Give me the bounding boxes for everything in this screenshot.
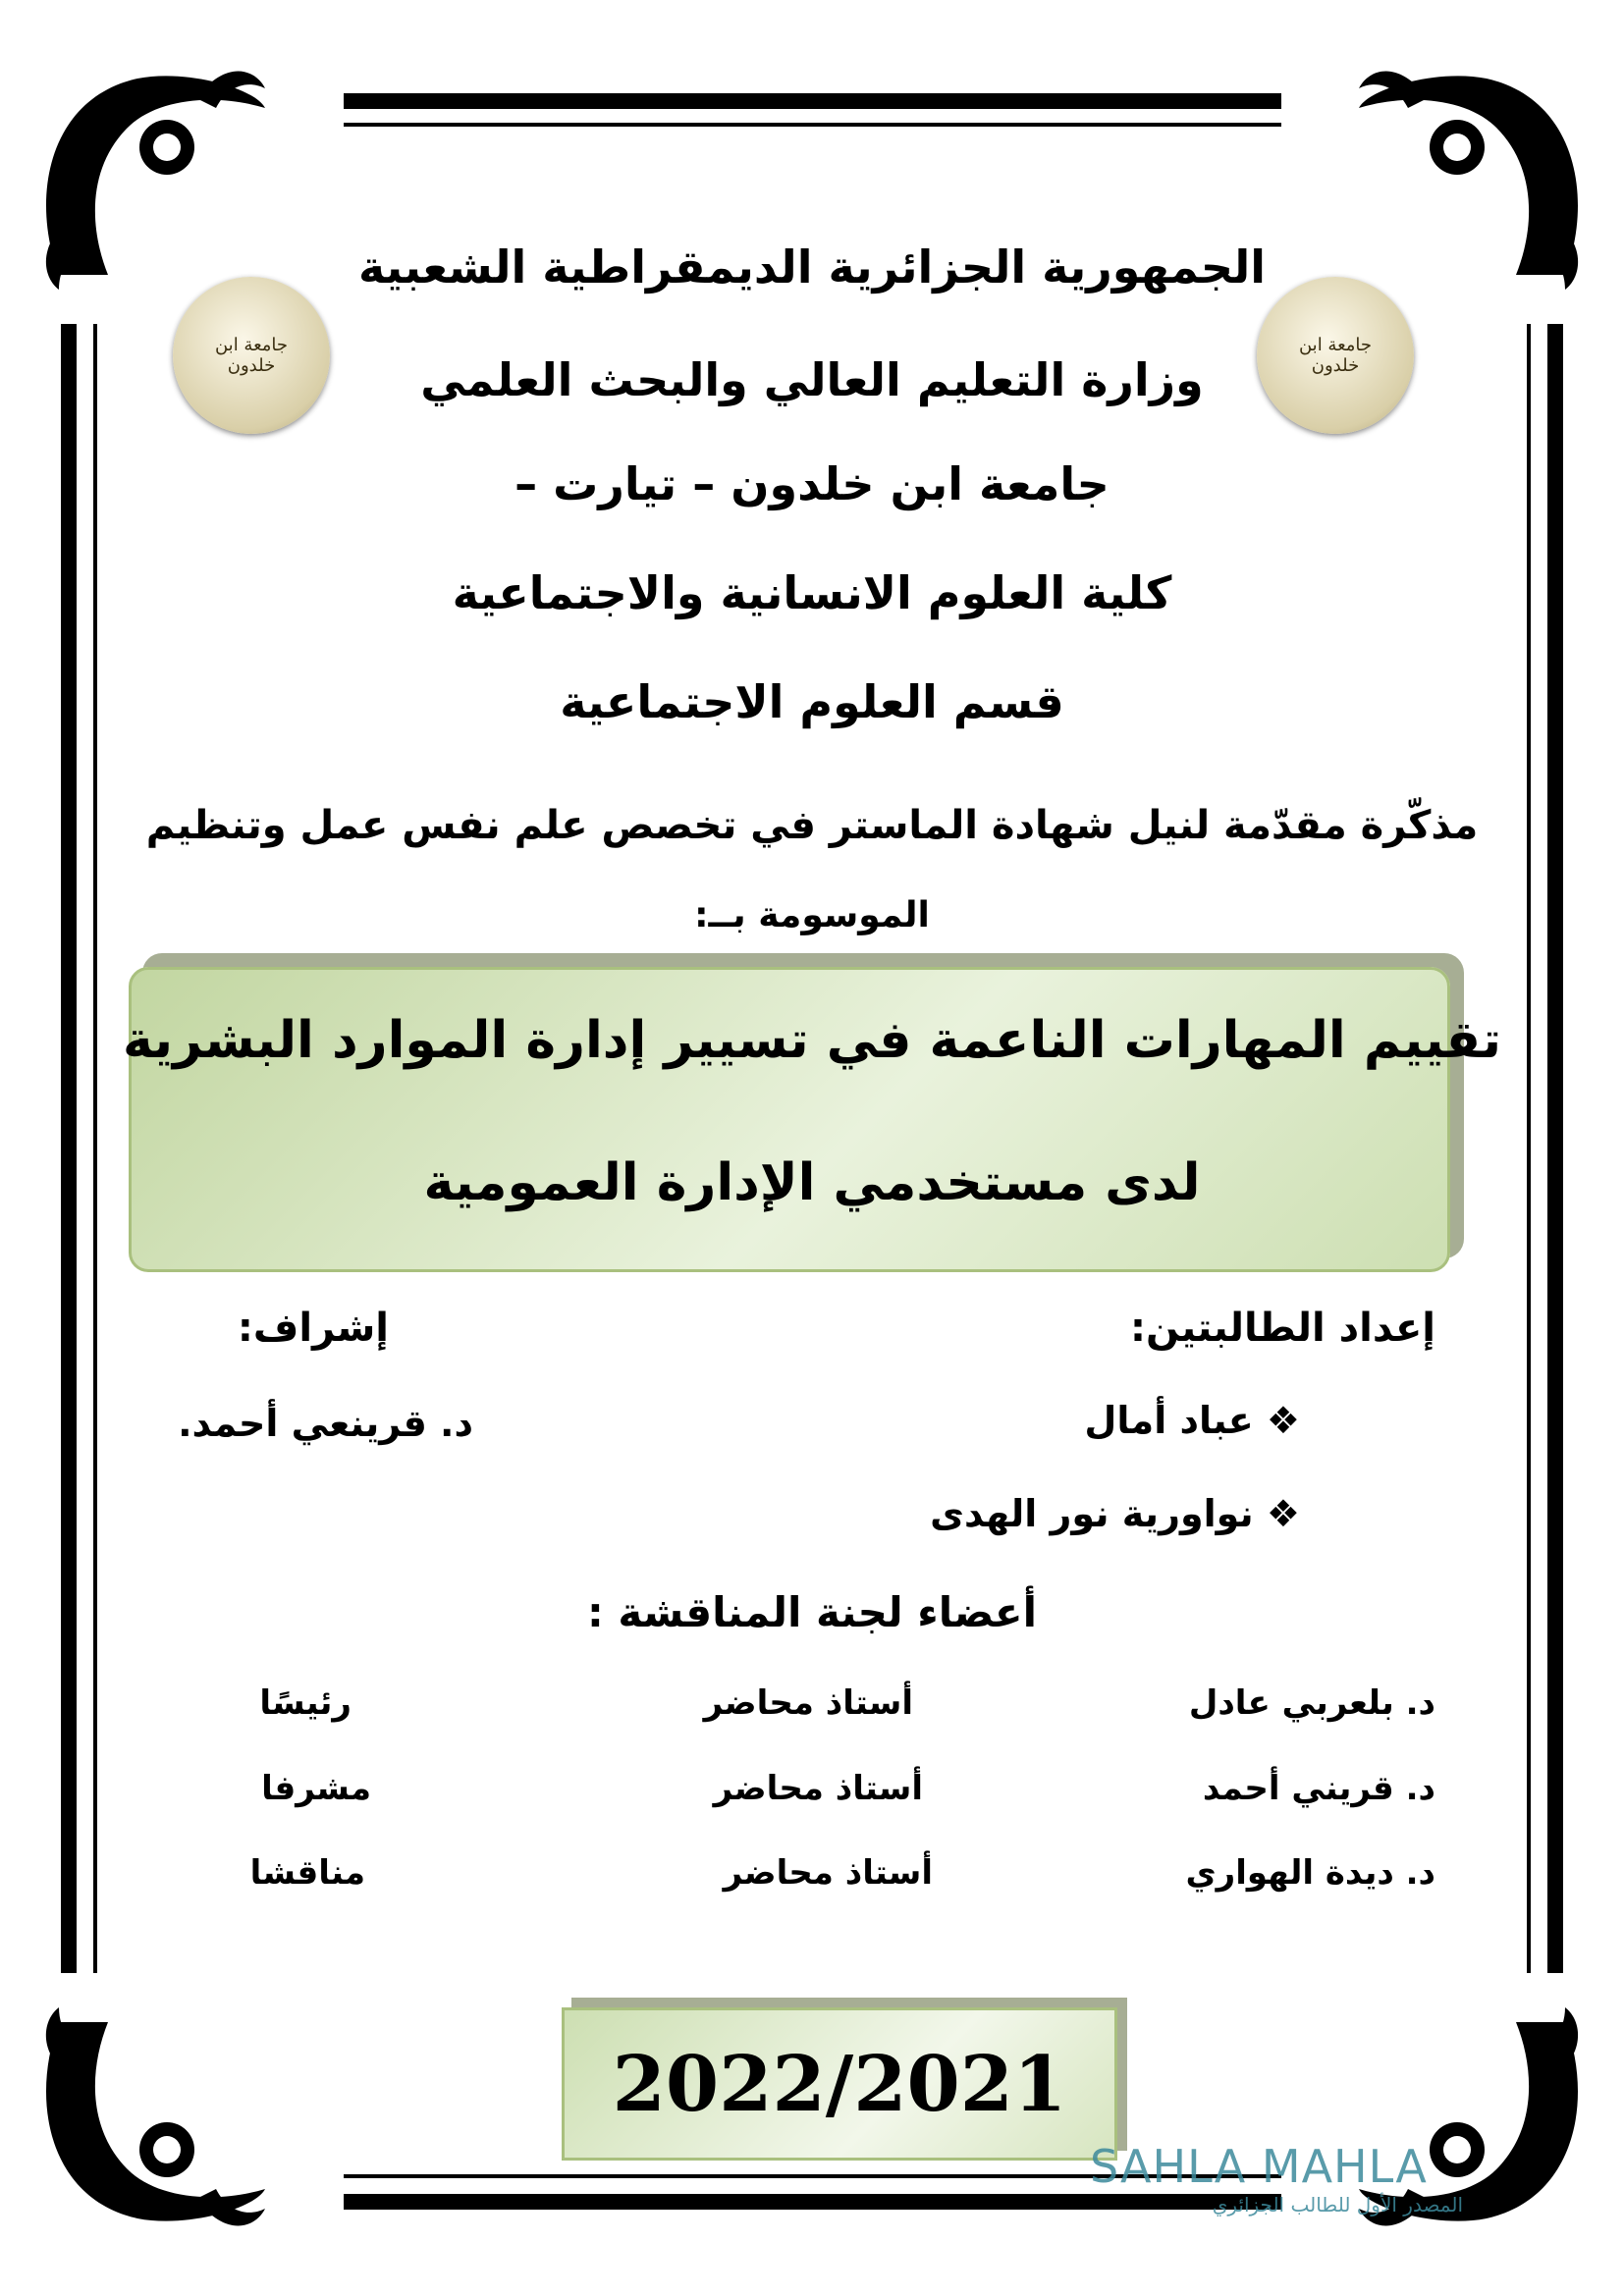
frame-top-bar (344, 93, 1281, 109)
member-name: د. ديدة الهواري (1185, 1853, 1435, 1893)
member-rank: أستاذ محاضر (703, 1683, 913, 1723)
member-name: د. قريني أحمد (1202, 1769, 1435, 1808)
supervision-label: إشراف: (237, 1306, 389, 1351)
diamond-bullet-icon: ❖ (1266, 1492, 1300, 1535)
memo-description: مذكّرة مقدّمة لنيل شهادة الماستر في تخصص علم نفس عمل وتنظيم (145, 803, 1479, 848)
logo-text: جامعة ابن خلدون (214, 335, 289, 376)
thesis-title-line1: تقييم المهارات الناعمة في تسيير إدارة الموارد البشرية (122, 1011, 1502, 1070)
department-name: قسم العلوم الاجتماعية (560, 675, 1064, 728)
student-name-1 (1084, 1399, 1300, 1442)
student-name: نواورية نور الهدى (930, 1492, 1254, 1535)
corner-ornament-icon (1349, 2002, 1604, 2258)
watermark-brand: SAHLA MAHLA (1090, 2140, 1428, 2193)
student-name: عباد أمال (1084, 1399, 1254, 1442)
corner-ornament-icon (20, 2002, 275, 2258)
member-rank: أستاذ محاضر (723, 1853, 933, 1893)
member-role: مشرفا (261, 1769, 371, 1808)
students-label: إعداد الطالبتين: (1129, 1306, 1435, 1351)
frame-top-inner-line (344, 123, 1281, 127)
thesis-title-line2: لدى مستخدمي الإدارة العمومية (423, 1153, 1201, 1212)
faculty-name: كلية العلوم الانسانية والاجتماعية (452, 566, 1172, 619)
logo-text: جامعة ابن خلدون (1298, 335, 1373, 376)
student-name-2 (930, 1492, 1300, 1535)
ministry-name: وزارة التعليم العالي والبحث العلمي (420, 353, 1204, 406)
country-name: الجمهورية الجزائرية الديمقراطية الشعبية (357, 240, 1267, 294)
academic-year: 2022/2021 (562, 2007, 1117, 2161)
member-name: د. بلعربي عادل (1188, 1683, 1435, 1723)
university-name: جامعة ابن خلدون – تيارت – (514, 457, 1110, 510)
memo-titled-label: الموسومة بــ: (694, 895, 930, 935)
sahla-mahla-watermark (1090, 2140, 1463, 2216)
committee-label: أعضاء لجنة المناقشة : (587, 1588, 1037, 1636)
diamond-bullet-icon: ❖ (1266, 1399, 1300, 1442)
member-role: مناقشا (249, 1853, 365, 1893)
watermark-tagline: المصدر الأول للطالب الجزائري (1212, 2193, 1463, 2216)
member-role: رئيسًا (259, 1683, 352, 1723)
supervisor-name: د. قرينعي أحمد. (178, 1402, 473, 1445)
member-rank: أستاذ محاضر (713, 1769, 923, 1808)
